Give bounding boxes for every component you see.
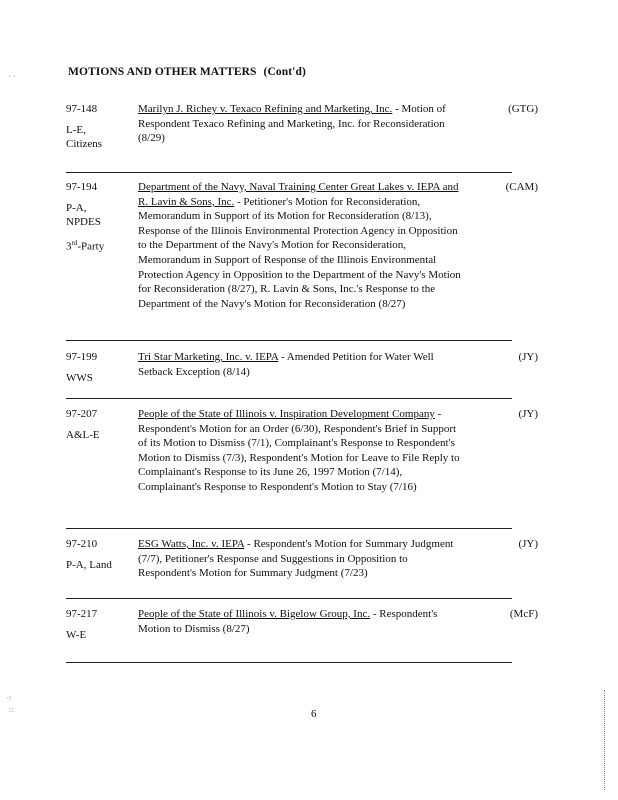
heading-continued: (Cont'd) (263, 66, 306, 78)
case-tag: WWS (66, 371, 93, 384)
docket-number: 97-217 (66, 608, 98, 620)
case-tag: Citizens (66, 138, 103, 151)
entry-text: - Motion of Respondent Texaco Refining and Marketing, Inc. for Reconsideration (8/29) (138, 103, 446, 145)
docket-number: 97-148 (66, 103, 98, 115)
divider (66, 398, 512, 399)
entry-description (138, 607, 466, 636)
docket-number: 97-194 (66, 181, 98, 193)
case-tag: L-E, (66, 123, 86, 136)
case-caption: Department of the Navy, Naval Training Center Great Lakes v. IEPA and R. Lavin & Sons, Inc. (138, 181, 459, 208)
case-tag: P-A, (66, 201, 87, 214)
docket-number: 97-210 (66, 538, 98, 550)
entry-description (138, 407, 466, 495)
scan-speck: ⁘ (6, 694, 13, 703)
entry-description (138, 102, 466, 146)
attorney-initials: (JY) (518, 408, 538, 420)
attorney-initials: (JY) (518, 351, 538, 363)
case-caption: Tri Star Marketing, Inc. v. IEPA (138, 351, 279, 363)
case-caption: Marilyn J. Richey v. Texaco Refining and Marketing, Inc. (138, 103, 393, 115)
docket-number: 97-207 (66, 408, 98, 420)
heading-title: MOTIONS AND OTHER MATTERS (68, 66, 257, 78)
page-number: 6 (311, 708, 317, 720)
entry-text: - Amended Petition for Water Well Setback Exception (8/14) (138, 351, 434, 378)
attorney-initials: (CAM) (505, 181, 538, 193)
case-tag: P-A, Land (66, 558, 112, 571)
entry-description (138, 180, 466, 311)
scan-speck: ⁙ (8, 706, 15, 715)
case-tag: NPDES (66, 216, 101, 229)
entry-text: - Respondent's Motion to Dismiss (8/27) (138, 608, 438, 635)
docket-column (66, 350, 136, 391)
divider (66, 340, 512, 341)
entry-description (138, 350, 466, 379)
case-tag: A&L-E (66, 428, 100, 441)
case-tag: W-E (66, 628, 87, 641)
divider (66, 662, 512, 663)
divider (66, 172, 512, 173)
entry-text: - Respondent's Motion for Summary Judgment (7/7), Petitioner's Response and Suggestions in Opposition to Respondent's Motion for Summary Judgment (7/23) (138, 538, 454, 580)
docket-column (66, 407, 136, 448)
case-tag: 3rd-Party (66, 238, 105, 253)
divider (66, 528, 512, 529)
attorney-initials: (McF) (509, 608, 538, 620)
case-caption: People of the State of Illinois v. Bigelow Group, Inc. (138, 608, 371, 620)
attorney-initials: (GTG) (508, 103, 538, 115)
docket-column (66, 180, 136, 260)
attorney-initials: (JY) (518, 538, 538, 550)
entry-description (138, 537, 466, 581)
docket-number: 97-199 (66, 351, 98, 363)
scan-edge-mark (604, 690, 605, 790)
entry-text: - Respondent's Motion for an Order (6/30), Respondent's Brief in Support of its Motion to Dismiss (7/1), Complainant's Response to Respondent's Motion to Dismiss (7/3), Respondent's Motion for Leave to File Reply to Complainant's Response to its June 26, 1997 Motion (7/14), Complainant's Response to Respondent's Motion to Stay (7/16) (138, 408, 460, 493)
case-caption: People of the State of Illinois v. Inspiration Development Company (138, 408, 435, 420)
scan-speck: ⋅ ⋅ (8, 72, 16, 81)
docket-column (66, 102, 136, 158)
docket-column (66, 607, 136, 648)
docket-column (66, 537, 136, 578)
case-caption: ESG Watts, Inc. v. IEPA (138, 538, 245, 550)
section-heading (68, 66, 306, 78)
entry-text: - Petitioner's Motion for Reconsideration, Memorandum in Support of its Motion for Reconsideration (8/13), Response of the Illinois Environmental Protection Agency in Opposition to the Department of the Navy's Motion for Reconsideration, Memorandum in Support of Response of the Illinois Environmental Protection Agency in Opposition to the Department of the Navy's Motion for Reconsideration (8/27), R. Lavin & Sons, Inc.'s Response to the Department of the Navy's Motion for Reconsideration (8/27) (138, 195, 461, 310)
divider (66, 598, 512, 599)
